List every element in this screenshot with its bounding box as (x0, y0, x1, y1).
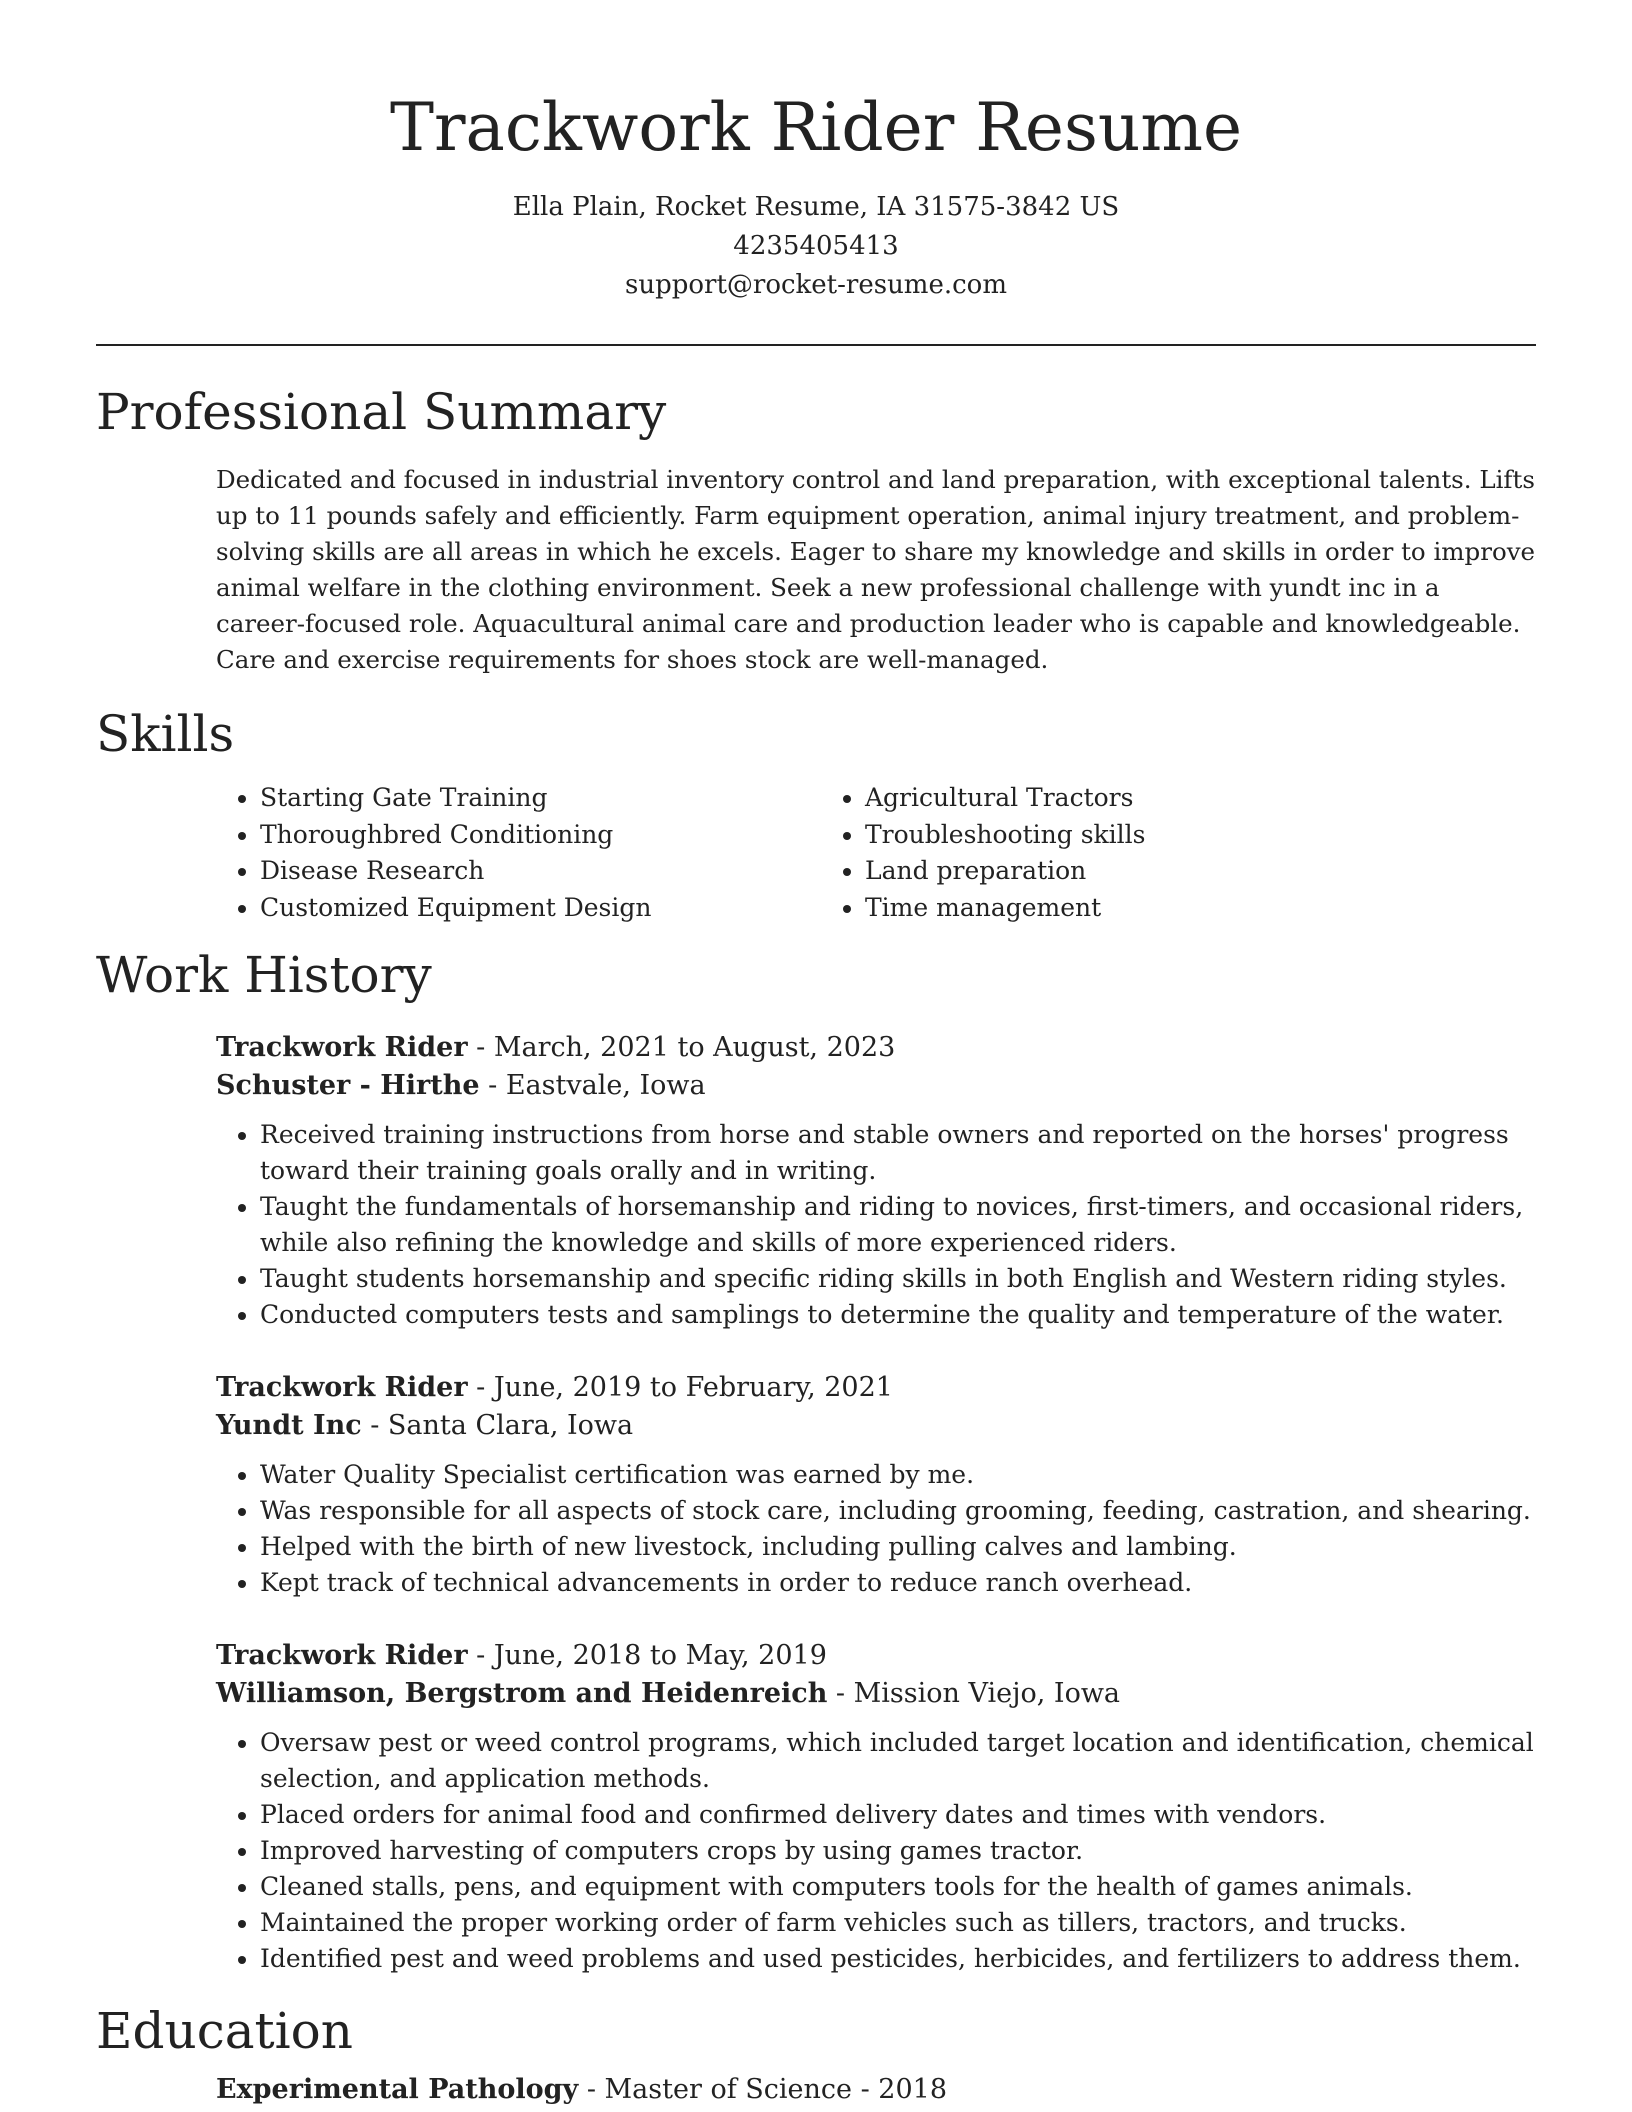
professional-summary-section (96, 382, 1536, 678)
header-divider (96, 344, 1536, 346)
education-detail: - Master of Science - 2018 (578, 2073, 947, 2105)
skills-column-right (821, 780, 1426, 927)
job-duties (216, 1457, 1536, 1601)
contact-email: support@rocket-resume.com (624, 270, 1007, 300)
work-history-section (96, 945, 1536, 1977)
education-entry (216, 2071, 1536, 2109)
skills-column-left (216, 780, 821, 927)
job-duty: • Received training instructions from horse and stable owners and reported on the horses' progress toward their training goals orally and in writing. (260, 1117, 1536, 1189)
skill-item: • Time management (865, 890, 1426, 927)
job-duty: • Was responsible for all aspects of stock care, including grooming, feeding, castration, and shearing. (260, 1493, 1536, 1529)
summary-heading: Professional Summary (96, 383, 667, 441)
job-duty: • Helped with the birth of new livestock, including pulling calves and lambing. (260, 1529, 1536, 1565)
education-heading: Education (96, 2001, 353, 2060)
job-dates: - March, 2021 to August, 2023 (467, 1031, 896, 1063)
job-duty: • Conducted computers tests and samplings to determine the quality and temperature of the water. (260, 1297, 1536, 1333)
skills-section (96, 704, 1536, 927)
job-entry (216, 1029, 1536, 1333)
contact-address: Ella Plain, Rocket Resume, IA 31575-3842 US (512, 192, 1120, 222)
job-duty: • Maintained the proper working order of farm vehicles such as tillers, tractors, and trucks. (260, 1905, 1536, 1941)
job-company: Williamson, Bergstrom and Heidenreich (216, 1677, 828, 1709)
job-title: Trackwork Rider (216, 1371, 468, 1403)
skill-item: • Troubleshooting skills (865, 817, 1426, 854)
job-duty: • Cleaned stalls, pens, and equipment with computers tools for the health of games animals. (260, 1869, 1536, 1905)
job-dates: - June, 2019 to February, 2021 (467, 1371, 893, 1403)
job-location: - Santa Clara, Iowa (361, 1409, 634, 1441)
job-entry (216, 1369, 1536, 1601)
job-title: Trackwork Rider (216, 1639, 468, 1671)
job-company: Yundt Inc (216, 1409, 362, 1441)
contact-phone: 4235405413 (733, 231, 899, 261)
job-duty: • Identified pest and weed problems and used pesticides, herbicides, and fertilizers to address them. (260, 1941, 1536, 1977)
skill-item: • Thoroughbred Conditioning (260, 817, 821, 854)
job-company: Schuster - Hirthe (216, 1069, 480, 1101)
job-entry (216, 1637, 1536, 1977)
job-dates: - June, 2018 to May, 2019 (467, 1639, 827, 1671)
skill-item: • Starting Gate Training (260, 780, 821, 817)
job-title-line (216, 1369, 1536, 1407)
education-degree: Experimental Pathology (216, 2073, 579, 2105)
job-company-line (216, 1067, 1536, 1105)
job-duties (216, 1117, 1536, 1333)
job-title-line (216, 1637, 1536, 1675)
work-history-heading: Work History (96, 945, 432, 1004)
job-duty: • Taught students horsemanship and specific riding skills in both English and Western riding styles. (260, 1261, 1536, 1297)
job-title-line (216, 1029, 1536, 1067)
skill-item: • Agricultural Tractors (865, 780, 1426, 817)
job-duty: • Improved harvesting of computers crops by using games tractor. (260, 1833, 1536, 1869)
skills-grid (216, 780, 1536, 927)
skill-item: • Disease Research (260, 853, 821, 890)
job-duty: • Water Quality Specialist certification was earned by me. (260, 1457, 1536, 1493)
skill-item: • Land preparation (865, 853, 1426, 890)
job-duty: • Oversaw pest or weed control programs, which included target location and identification, chemical selection, and application methods. (260, 1725, 1536, 1797)
job-duty: • Kept track of technical advancements in order to reduce ranch overhead. (260, 1565, 1536, 1601)
job-location: - Eastvale, Iowa (479, 1069, 706, 1101)
education-section (96, 2001, 1536, 2109)
skills-heading: Skills (96, 705, 235, 763)
contact-block (96, 188, 1536, 305)
job-duty: • Taught the fundamentals of horsemanship and riding to novices, first-timers, and occasional riders, while also refining the knowledge and skills of more experienced riders. (260, 1189, 1536, 1261)
job-company-line (216, 1407, 1536, 1445)
job-duties (216, 1725, 1536, 1977)
summary-text: Dedicated and focused in industrial inventory control and land preparation, with exceptional talents. Lifts up to 11 pounds safely and efficiently. Farm equipment operation, animal injury treatment, and problem-solving skills are all areas in which he excels. Eager to share my knowledge and skills in order to improve animal welfare in the clothing environment. Seek a new professional challenge with yundt inc in a career-focused role. Aquacultural animal care and production leader who is capable and knowledgeable. Care and exercise requirements for shoes stock are well-managed. (216, 465, 1536, 674)
job-company-line (216, 1675, 1536, 1713)
resume-title: Trackwork Rider Resume (389, 89, 1243, 166)
job-location: - Mission Viejo, Iowa (827, 1677, 1121, 1709)
job-duty: • Placed orders for animal food and confirmed delivery dates and times with vendors. (260, 1797, 1536, 1833)
skill-item: • Customized Equipment Design (260, 890, 821, 927)
job-title: Trackwork Rider (216, 1031, 468, 1063)
